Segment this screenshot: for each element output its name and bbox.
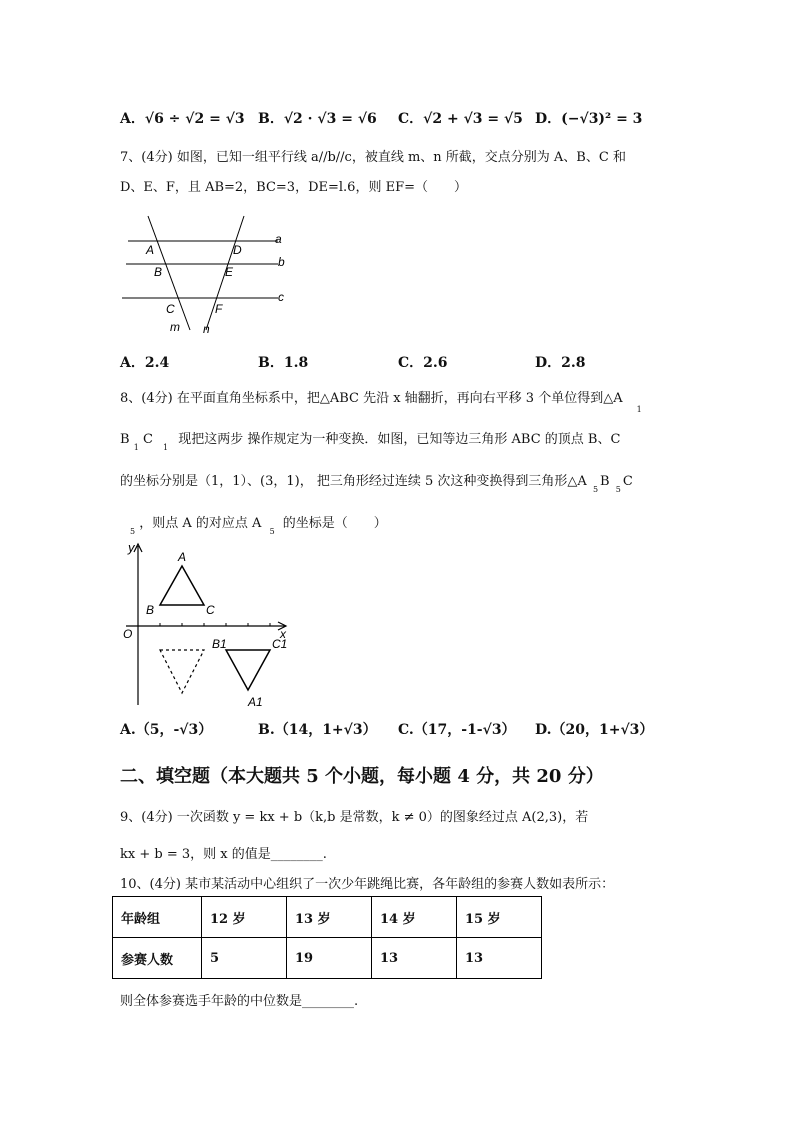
q8-line2-c: C bbox=[142, 432, 153, 447]
q8-line2-sub2: 1 bbox=[163, 443, 169, 452]
table-cell: 13 bbox=[457, 938, 542, 979]
q8-line2-b: B bbox=[120, 432, 130, 447]
table-row bbox=[113, 938, 542, 979]
q8-line4-text: ，则点 A 的对应点 A bbox=[139, 516, 262, 531]
label-C: C bbox=[166, 302, 175, 316]
table-cell: 14 岁 bbox=[372, 897, 457, 938]
q7-option-d: D．2.8 bbox=[535, 355, 586, 371]
q6-option-a: A．√6 ÷ √2 = √3 bbox=[120, 111, 245, 127]
q8-line3-c: C bbox=[622, 474, 633, 489]
q8-option-a: A.（5，-√3） bbox=[120, 722, 213, 738]
q7-line1: 7、(4分) 如图，已知一组平行线 a//b//c，被直线 m、n 所截，交点分别为 A、B、C 和 bbox=[120, 150, 626, 165]
label-B: B bbox=[154, 265, 163, 279]
q8-line4-sub: 5 bbox=[130, 527, 136, 536]
q8-line1-text: 8、(4分) 在平面直角坐标系中，把△ABC 先沿 x 轴翻折，再向右平移 3 个单位得到△A bbox=[120, 391, 623, 406]
triangle-a1b1c1 bbox=[226, 650, 270, 690]
label-A: A bbox=[178, 550, 187, 564]
q8-line4-rest: 的坐标是（ ） bbox=[282, 516, 387, 531]
q8-line2-sub1: 1 bbox=[133, 443, 139, 452]
label-B1: B1 bbox=[212, 637, 227, 651]
label-c: c bbox=[278, 290, 284, 304]
q8-option-c: C.（17，-1-√3） bbox=[398, 722, 516, 738]
label-A: A bbox=[146, 243, 155, 257]
table-cell: 15 岁 bbox=[457, 897, 542, 938]
table-cell: 12 岁 bbox=[202, 897, 287, 938]
table-cell: 13 bbox=[372, 938, 457, 979]
label-a: a bbox=[275, 232, 282, 246]
table-row bbox=[113, 897, 542, 938]
label-m: m bbox=[170, 320, 180, 334]
q9-line2: kx + b = 3，则 x 的值是________. bbox=[120, 847, 327, 862]
q7-option-b: B．1.8 bbox=[258, 355, 309, 371]
section-2-heading: 二、填空题（本大题共 5 个小题，每小题 4 分，共 20 分） bbox=[120, 766, 604, 787]
label-E: E bbox=[225, 265, 234, 279]
table-cell: 5 bbox=[202, 938, 287, 979]
q8-line2 bbox=[120, 428, 621, 452]
q6-option-b: B．√2 · √3 = √6 bbox=[258, 111, 377, 127]
q6-option-c: C．√2 + √3 = √5 bbox=[398, 111, 523, 127]
label-y: y bbox=[128, 540, 135, 555]
q8-line3-sub1: 5 bbox=[592, 485, 599, 494]
q8-line1-sub: 1 bbox=[636, 405, 642, 414]
triangle-abc bbox=[160, 566, 204, 605]
q9-line1: 9、(4分) 一次函数 y = kx + b（k,b 是常数，k ≠ 0）的图象经过点 A(2,3)，若 bbox=[120, 810, 589, 825]
table-cell: 19 bbox=[287, 938, 372, 979]
q8-line4-sub2: 5 bbox=[269, 527, 275, 536]
q7-option-a: A．2.4 bbox=[120, 355, 170, 371]
q10-line2: 则全体参赛选手年龄的中位数是________. bbox=[120, 994, 359, 1009]
label-D: D bbox=[233, 243, 242, 257]
q8-option-d: D.（20，1+√3） bbox=[535, 722, 654, 738]
q8-coordinate-figure bbox=[118, 540, 298, 710]
label-C: C bbox=[206, 603, 215, 617]
table-cell: 13 岁 bbox=[287, 897, 372, 938]
q8-line3-sub2: 5 bbox=[615, 485, 621, 494]
label-F: F bbox=[215, 302, 223, 316]
triangle-reflected-dashed bbox=[160, 650, 204, 693]
label-O: O bbox=[123, 627, 133, 641]
table-cell: 参赛人数 bbox=[113, 938, 202, 979]
label-A1: A1 bbox=[248, 695, 263, 709]
q8-line3-b: B bbox=[600, 474, 610, 489]
q8-line1 bbox=[120, 387, 642, 414]
q7-option-c: C．2.6 bbox=[398, 355, 448, 371]
label-B: B bbox=[146, 603, 155, 617]
label-b: b bbox=[278, 255, 285, 269]
table-cell: 年龄组 bbox=[113, 897, 202, 938]
q8-line2-rest: 现把这两步 操作规定为一种变换．如图，已知等边三角形 ABC 的顶点 B、C bbox=[178, 432, 621, 447]
q10-age-table bbox=[112, 896, 542, 979]
q6-option-d: D．(−√3)² = 3 bbox=[535, 111, 643, 127]
label-n: n bbox=[203, 322, 210, 336]
q8-line3 bbox=[120, 470, 633, 494]
q7-parallel-lines-figure bbox=[118, 212, 298, 338]
q7-line2: D、E、F，且 AB=2，BC=3，DE=l.6，则 EF=（ ） bbox=[120, 180, 467, 195]
q8-line3-text: 的坐标分别是（1，1）、(3，1)， 把三角形经过连续 5 次这种变换得到三角形△A bbox=[120, 474, 587, 489]
label-x: x bbox=[280, 627, 286, 641]
q10-line1: 10、(4分) 某市某活动中心组织了一次少年跳绳比赛，各年龄组的参赛人数如表所示： bbox=[120, 877, 615, 892]
q8-line4 bbox=[130, 512, 387, 536]
label-C1: C1 bbox=[272, 637, 288, 651]
q8-option-b: B.（14，1+√3） bbox=[258, 722, 377, 738]
